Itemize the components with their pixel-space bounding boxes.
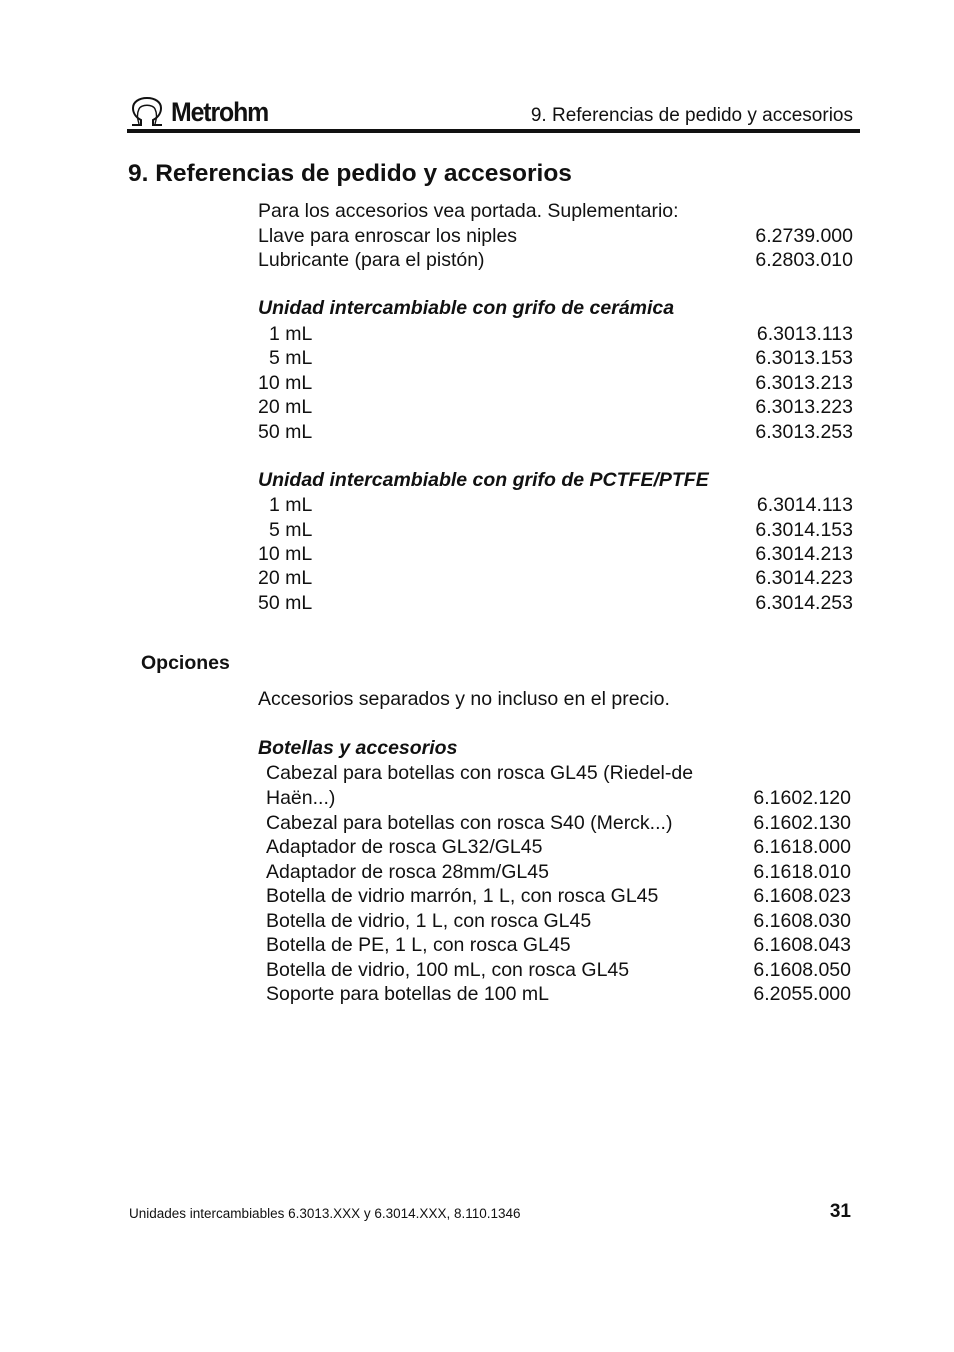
footer-doc-ref: Unidades intercambiables 6.3013.XXX y 6.3014.XXX, 8.110.1346 [129, 1206, 521, 1221]
list-item-code: 6.1608.050 [753, 959, 851, 981]
list-item-code: 6.1618.010 [753, 861, 851, 883]
list-item-label: Botella de vidrio, 1 L, con rosca GL45 [266, 910, 592, 932]
list-item-label: Soporte para botellas de 100 mL [266, 983, 549, 1005]
page-number: 31 [829, 1201, 851, 1222]
list-item-label: Botella de vidrio marrón, 1 L, con rosca GL45 [266, 885, 659, 907]
list-item-code: 6.3013.253 [755, 421, 853, 443]
list-item-label: 5 mL [269, 347, 313, 369]
list-item-label: Botella de vidrio, 100 mL, con rosca GL45 [266, 959, 630, 981]
omega-icon [128, 96, 166, 128]
list-item-code: 6.1608.030 [753, 910, 851, 932]
list-item-code: 6.2803.010 [755, 249, 853, 271]
list-item-label: Lubricante (para el pistón) [258, 249, 485, 271]
list-item-label: 50 mL [258, 421, 313, 443]
list-item-label: 10 mL [258, 543, 313, 565]
running-header-title: 9. Referencias de pedido y accesorios [530, 105, 853, 126]
list-item-code: 6.3014.223 [755, 567, 853, 589]
options-heading: Opciones [141, 652, 230, 674]
list-item-code: 6.3013.223 [755, 396, 853, 418]
header-rule [127, 129, 860, 133]
list-item-label: Adaptador de rosca 28mm/GL45 [266, 861, 549, 883]
section-title: 9. Referencias de pedido y accesorios [128, 160, 572, 187]
bottles-subtitle: Botellas y accesorios [258, 737, 458, 759]
list-item-code: 6.3014.153 [755, 519, 853, 541]
list-item-code: 6.2055.000 [753, 983, 851, 1005]
list-item-code: 6.3013.113 [756, 323, 853, 345]
list-item-code: 6.3014.213 [755, 543, 853, 565]
intro-text: Para los accesorios vea portada. Suplementario: [258, 200, 679, 222]
list-item-label: 10 mL [258, 372, 313, 394]
list-item-label: Cabezal para botellas con rosca S40 (Merck...) [266, 812, 673, 834]
options-note: Accesorios separados y no incluso en el precio. [258, 688, 670, 710]
list-item-label: 1 mL [269, 323, 313, 345]
list-item-code: 6.1608.043 [753, 934, 851, 956]
list-item-code: 6.1608.023 [753, 885, 851, 907]
list-item-code: 6.3013.153 [755, 347, 853, 369]
list-item-code: 6.1602.130 [753, 812, 851, 834]
list-item-label: 20 mL [258, 396, 313, 418]
list-item-code: 6.1602.120 [753, 787, 851, 809]
list-item-label: 20 mL [258, 567, 313, 589]
pctfe-subtitle: Unidad intercambiable con grifo de PCTFE/PTFE [258, 469, 709, 491]
list-item-label: Adaptador de rosca GL32/GL45 [266, 836, 543, 858]
list-item-label: Haën...) [266, 787, 336, 809]
list-item-label: 5 mL [269, 519, 313, 541]
list-item-code: 6.2739.000 [755, 225, 853, 247]
list-item-label: 50 mL [258, 592, 313, 614]
metrohm-logo [128, 92, 277, 132]
brand-name: Metrohm [171, 96, 269, 127]
list-item-code: 6.3014.113 [756, 494, 853, 516]
list-item-label: Botella de PE, 1 L, con rosca GL45 [266, 934, 571, 956]
list-item-code: 6.3013.213 [755, 372, 853, 394]
list-item-code: 6.3014.253 [755, 592, 853, 614]
ceramic-subtitle: Unidad intercambiable con grifo de cerámica [258, 297, 675, 319]
list-item-label: Cabezal para botellas con rosca GL45 (Riedel-de [266, 762, 694, 784]
list-item-label: 1 mL [269, 494, 313, 516]
list-item-code: 6.1618.000 [753, 836, 851, 858]
list-item-label: Llave para enroscar los niples [258, 225, 518, 247]
